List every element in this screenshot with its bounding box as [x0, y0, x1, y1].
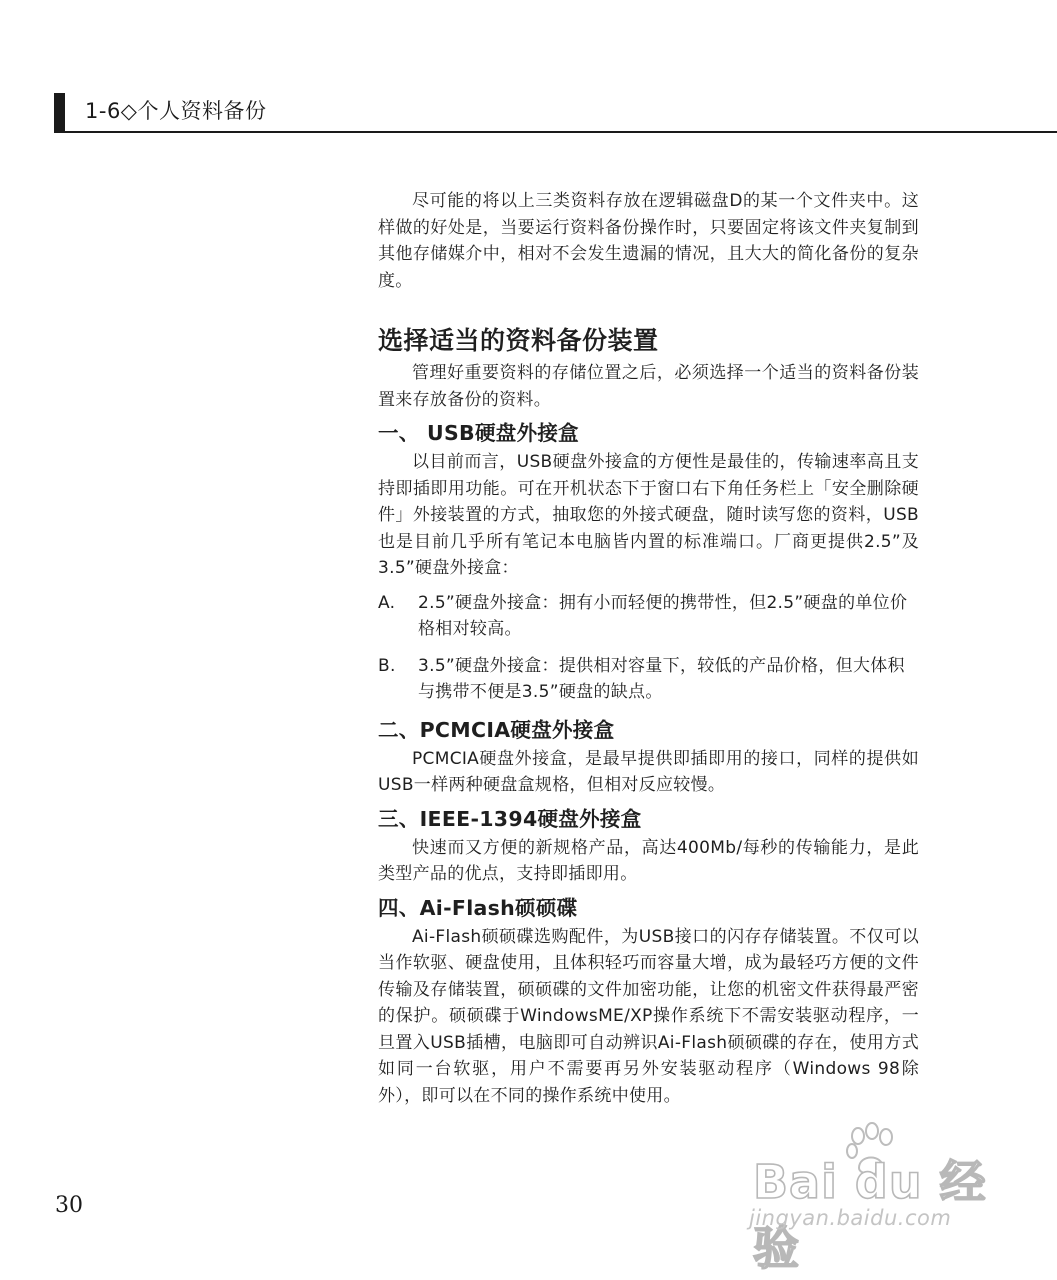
list-item-b: [378, 653, 919, 706]
section-intro: 管理好重要资料的存储位置之后，必须选择一个适当的资料备份装置来存放备份的资料。: [378, 363, 919, 410]
header-bar: [54, 93, 65, 133]
baidu-watermark: [745, 1118, 995, 1275]
list-marker-b: B.: [378, 655, 396, 676]
ieee-heading: 三、IEEE-1394硬盘外接盒: [378, 806, 642, 831]
page-header-title: 1-6◇个人资料备份: [85, 99, 267, 123]
section-title: 选择适当的资料备份装置: [378, 326, 659, 355]
aiflash-heading: 四、Ai-Flash硕硕碟: [378, 895, 578, 920]
list-item-a: [378, 590, 919, 643]
header-rule: [54, 131, 1057, 133]
watermark-url: jingyan.baidu.com: [749, 1206, 952, 1230]
pcmcia-body: PCMCIA硬盘外接盒，是最早提供即插即用的接口，同样的提供如USB一样两种硬盘盒规格，但相对反应较慢。: [378, 748, 919, 795]
aiflash-body: Ai-Flash硕硕碟选购配件，为USB接口的闪存存储装置。不仅可以当作软驱、硬盘使用，且体积轻巧而容量大增，成为最轻巧方便的文件传输及存储装置，硕硕碟的文件加密功能，让您的机密文件获得最严密的保护。硕硕碟于WindowsME/XP操作系统下不需安装驱动程序，一旦置入USB插槽，电脑即可自动辨识Ai-Flash硕硕碟的存在，使用方式如同一台软驱，用户不需要再另外安装驱动程序（Windows 98除外），即可以在不同的操作系统中使用。: [378, 926, 919, 1106]
list-marker-a: A.: [378, 592, 396, 613]
usb-heading: 一、 USB硬盘外接盒: [378, 421, 579, 445]
list-text-a: 2.5”硬盘外接盒：拥有小而轻便的携带性，但2.5”硬盘的单位价格相对较高。: [418, 592, 908, 639]
watermark-logo: Bai du 经验: [753, 1155, 987, 1275]
usb-body: 以目前而言，USB硬盘外接盒的方便性是最佳的，传输速率高且支持即插即用功能。可在开机状态下于窗口右下角任务栏上「安全删除硬件」外接装置的方式，抽取您的外接式硬盘，随时读写您的资料，USB也是目前几乎所有笔记本电脑皆内置的标准端口。厂商更提供2.5”及3.5”硬盘外接盒：: [378, 452, 919, 578]
page-number: 30: [55, 1193, 83, 1218]
main-content: [378, 188, 919, 1109]
pcmcia-heading: 二、PCMCIA硬盘外接盒: [378, 717, 615, 742]
intro-paragraph: 尽可能的将以上三类资料存放在逻辑磁盘D的某一个文件夹中。这样做的好处是，当要运行资料备份操作时，只要固定将该文件夹复制到其他存储媒介中，相对不会发生遗漏的情况，且大大的简化备份的复杂度。: [378, 191, 919, 291]
list-text-b: 3.5”硬盘外接盒：提供相对容量下，较低的产品价格，但大体积与携带不便是3.5”硬盘的缺点。: [418, 655, 905, 702]
ieee-body: 快速而又方便的新规格产品，高达400Mb/每秒的传输能力，是此类型产品的优点，支持即插即用。: [378, 837, 919, 884]
